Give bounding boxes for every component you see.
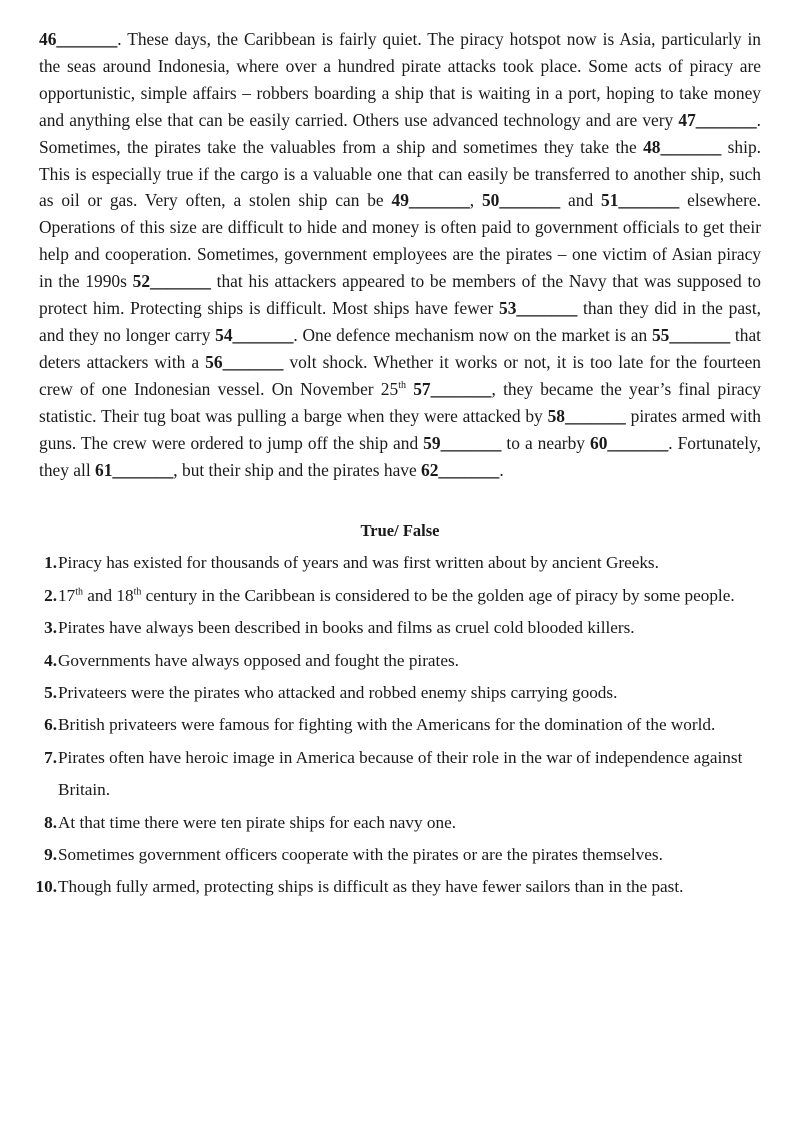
passage-text: and: [560, 190, 602, 211]
item-text: Piracy has existed for thousands of years and was first written about by ancient Greeks.: [58, 553, 659, 573]
ordinal-suffix: th: [133, 586, 142, 598]
blank-number: 49: [391, 190, 409, 211]
blank-line: _______: [669, 324, 731, 345]
item-text: Though fully armed, protecting ships is difficult as they have fewer sailors than in the past.: [58, 877, 684, 897]
blank-number: 59: [423, 432, 441, 453]
blank-line: _______: [440, 432, 502, 453]
section-title: True/ False: [360, 521, 440, 541]
blank-line: _______: [430, 378, 492, 399]
passage-text: . Sometimes, the pirates take the valuables from a ship and sometimes they take the: [39, 109, 761, 157]
list-item: [39, 580, 761, 612]
blank-line: _______: [408, 190, 470, 211]
item-number: 5.: [44, 683, 57, 703]
item-text: At that time there were ten pirate ships for each navy one.: [58, 812, 457, 832]
list-item: [39, 709, 761, 741]
passage-text: ship. This is especially true if the cargo is a valuable one that can easily be transferred to another ship, such as oil or gas. Very often, a stolen ship can be: [39, 136, 762, 211]
item-text: century in the Caribbean is considered to be the golden age of piracy by some people.: [141, 585, 735, 605]
ordinal-suffix: th: [398, 379, 406, 391]
blank-number: 48: [643, 136, 661, 157]
true-false-list: [35, 547, 761, 903]
blank-number: 54: [215, 324, 233, 345]
list-item: [39, 547, 761, 579]
item-text: Privateers were the pirates who attacked and robbed enemy ships carrying goods.: [58, 683, 618, 703]
blank-line: _______: [607, 432, 669, 453]
passage-text: .: [499, 459, 504, 480]
blank-number: 58: [547, 405, 565, 426]
blank-number: 47: [678, 109, 696, 130]
item-text-prefix: 17: [58, 585, 76, 605]
blank-number: 53: [499, 298, 517, 319]
blank-line: _______: [56, 29, 118, 49]
item-text: Pirates have always been described in books and films as cruel cold blooded killers.: [58, 618, 635, 638]
blank-number: 52: [132, 271, 151, 292]
blank-line: _______: [112, 459, 174, 480]
blank-line: _______: [150, 271, 211, 292]
item-number: 3.: [44, 618, 57, 638]
item-text: British privateers were famous for fighting with the Americans for the domination of the world.: [58, 715, 716, 735]
blank-line: _______: [232, 324, 294, 345]
passage-text: to a nearby: [501, 432, 590, 453]
blank-line: _______: [564, 405, 626, 426]
item-number: 8.: [44, 812, 57, 832]
list-item: [35, 871, 761, 903]
list-item: [39, 612, 761, 644]
item-number: 10.: [35, 877, 57, 897]
item-number: 2.: [44, 585, 57, 605]
passage-text: , but their ship and the pirates have: [173, 459, 422, 480]
passage-text: that his attackers appeared to be members of the Navy that was supposed to protect him. Protecting ships is difficult. Most ships have fewer: [39, 271, 761, 319]
list-item: [39, 807, 761, 839]
passage-text: volt shock. Whether it works or not, it is too late for the fourteen crew of one Indonesian vessel. On November 25: [39, 351, 761, 399]
blank-number: 55: [651, 324, 670, 345]
blank-number: 57: [413, 378, 431, 399]
item-text: Pirates often have heroic image in America because of their role in the war of independence against Britain.: [58, 747, 743, 800]
blank-line: _______: [695, 109, 757, 130]
item-text-mid: and 18: [82, 585, 134, 605]
passage-text: elsewhere. Operations of this size are difficult to hide and money is often paid to government officials to get their help and cooperation. Sometimes, government employees are the pirates – one victim of Asian piracy in the 1990s: [39, 190, 761, 292]
blank-number: 60: [590, 432, 608, 453]
list-item: [39, 677, 761, 709]
blank-line: _______: [516, 298, 578, 319]
blank-line: _______: [618, 190, 680, 211]
blank-line: _______: [660, 136, 722, 157]
item-text: Sometimes government officers cooperate with the pirates or are the pirates themselves.: [58, 845, 663, 865]
blank-line: _______: [222, 351, 284, 372]
list-item: [39, 839, 761, 871]
blank-number: 56: [205, 351, 223, 372]
passage-text: . One defence mechanism now on the market is an: [293, 324, 652, 345]
blank-number: 62: [421, 459, 439, 480]
cloze-passage: [39, 26, 761, 483]
passage-text: than they did in the past, and they no longer carry: [39, 298, 761, 345]
item-number: 1.: [44, 553, 57, 573]
ordinal-suffix: th: [75, 586, 83, 598]
passage-text: that deters attackers with a: [39, 324, 761, 372]
passage-text: , they became the year’s final piracy statistic. Their tug boat was pulling a barge when they were attacked by: [39, 378, 761, 426]
blank-line: _______: [499, 190, 561, 211]
blank-line: _______: [438, 459, 500, 480]
blank-number: 46: [39, 29, 57, 49]
passage-text: ,: [469, 190, 482, 211]
list-item: [39, 742, 761, 807]
item-number: 7.: [44, 747, 57, 767]
list-item: [39, 645, 761, 677]
item-number: 9.: [44, 845, 57, 865]
blank-number: 51: [601, 190, 619, 211]
item-number: 4.: [44, 650, 57, 670]
passage-text: pirates armed with guns. The crew were ordered to jump off the ship and: [39, 405, 761, 453]
blank-number: 61: [95, 459, 113, 480]
blank-number: 50: [481, 190, 500, 211]
item-number: 6.: [44, 715, 57, 735]
item-text: Governments have always opposed and fought the pirates.: [58, 650, 459, 670]
passage-text: . Fortunately, they all: [39, 432, 762, 480]
passage-text: . These days, the Caribbean is fairly quiet. The piracy hotspot now is Asia, particularly in the seas around Indonesia, where over a hundred pirate attacks took place. Some acts of piracy are opportunistic, simple affairs – robbers boarding a ship that is waiting in a port, hoping to take money and anything else that can be easily carried. Others use advanced technology and are very: [39, 29, 761, 130]
